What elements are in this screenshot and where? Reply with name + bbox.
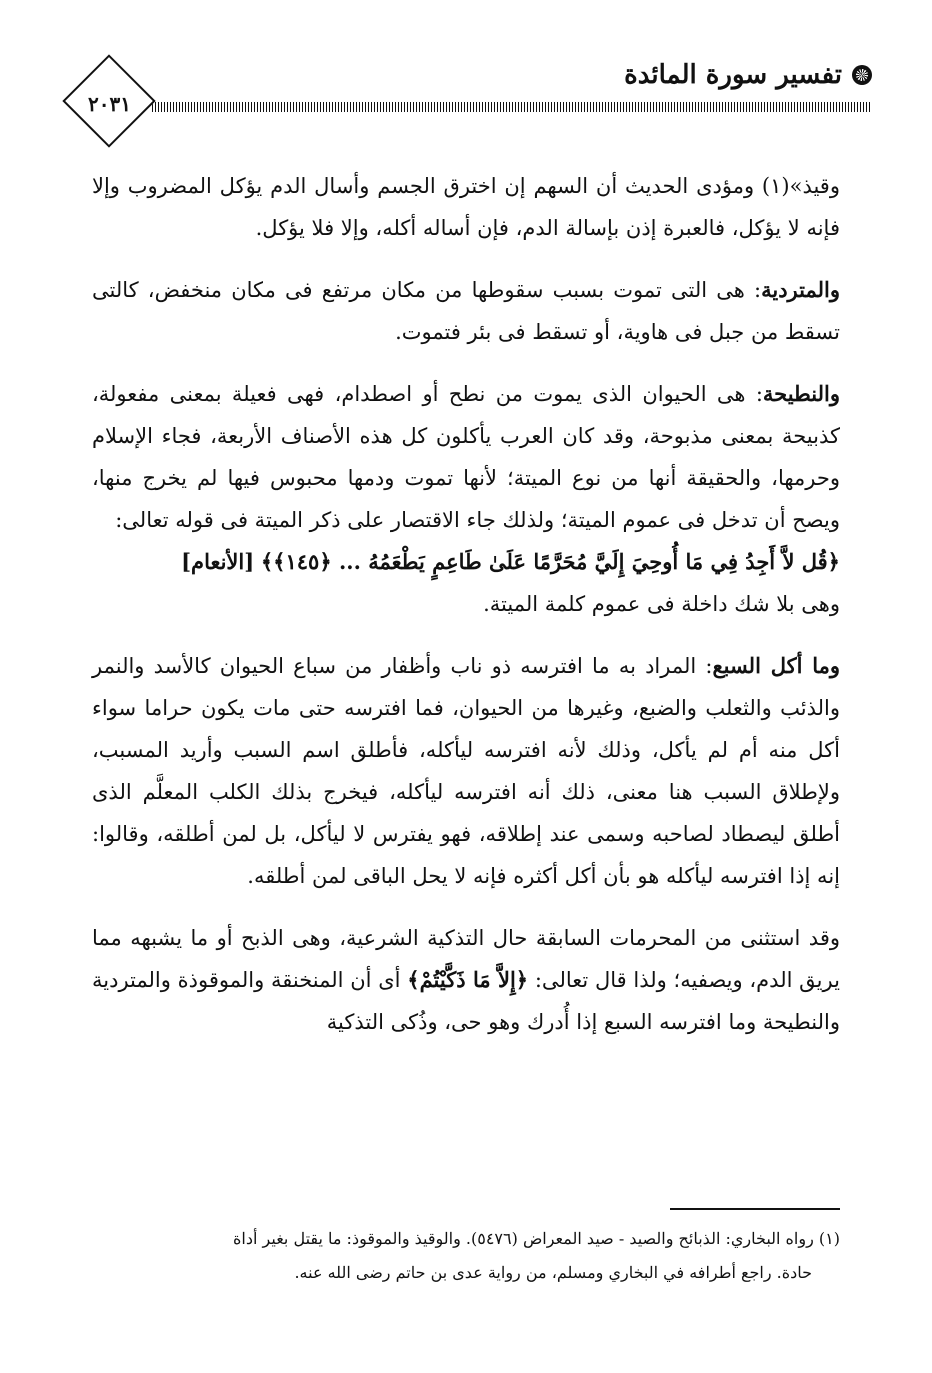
term-sabu: وما أكل السبع bbox=[712, 653, 840, 678]
paragraph-1: وقيذ»(١) ومؤدى الحديث أن السهم إن اخترق الجسم وأسال الدم يؤكل المضروب وإلا فإنه لا يؤكل، فالعبرة إذن بإسالة الدم، فإن أساله أكله، وإلا فلا يؤكل. bbox=[92, 174, 840, 240]
tadhkiya-text-a: وقد استثنى من المحرمات السابقة حال التذكية الشرعية، وهى الذبح أو ما يشبهه مما يريق الدم، ويصفيه؛ ولذا قال تعالى: bbox=[92, 926, 840, 992]
page-number: ٢٠٣١ bbox=[88, 92, 131, 116]
surah-title: تفسير سورة المائدة bbox=[624, 60, 842, 90]
paragraph-natiha bbox=[92, 373, 840, 541]
definition-natiha: : هى الحيوان الذى يموت من نطح أو اصطدام، فهى فعيلة بمعنى مفعولة، كذبيحة بمعنى مذبوحة، وقد كان العرب يأكلون كل هذه الأصناف الأربعة، فجاء الإسلام وحرمها، والحقيقة أنها من نوع الميتة؛ لأنها تموت ودمها محبوس فيها لم يخرج منها، ويصح أن تدخل فى عموم الميتة؛ ولذلك جاء الاقتصار على ذكر الميتة فى قوله تعالى: bbox=[92, 382, 840, 532]
header-rule bbox=[152, 102, 872, 112]
tadhkiya-text-b: أى أن المنخنقة والموقوذة والمتردية والنطيحة وما افترسه السبع إذا أُدرك وهو حى، وذُكى التذكية bbox=[92, 968, 840, 1034]
footnotes bbox=[92, 1222, 840, 1290]
running-title bbox=[624, 60, 872, 90]
footnote-separator bbox=[670, 1208, 840, 1210]
definition-mutaraddiya: : هى التى تموت بسبب سقوطها من مكان مرتفع فى مكان منخفض، كالتى تسقط من جبل فى هاوية، أو تسقط فى بئر فتموت. bbox=[92, 278, 840, 344]
footnote-1-line-1: (١) رواه البخاري: الذبائح والصيد - صيد المعراض (٥٤٧٦). والوقيذ والموقوذ: ما يقتل بغير أداة bbox=[233, 1229, 840, 1248]
quran-verse-2: ﴿إِلاَّ مَا ذَكَّيْتُمْ﴾ bbox=[407, 967, 529, 992]
definition-sabu: : المراد به ما افترسه ذو ناب وأظفار من سباع الحيوان كالأسد والنمر والذئب والثعلب والضبع، وغيرها من الحيوان، فما افترسه حتى مات يكون حراما سواء أكل منه أم لم يأكل، وذلك لأنه افترسه ليأكله، فأطلق اسم السبب وأريد المسبب، ولإطلاق السبب هنا معنى، ذلك أنه افترسه ليأكله، فيخرج بذلك الكلب المعلَّم الذى أطلق ليصطاد لصاحبه وسمى عند إطلاقه، فهو يفترس لا ليأكل، بل لمن أطلقه، وقالوا: إنه إذا افترسه ليأكله هو بأن أكل أكثره فإنه لا يحل الباقى لمن أطلقه. bbox=[92, 654, 840, 888]
term-mutaraddiya: والمتردية bbox=[761, 277, 840, 302]
paragraph-natiha-end: وهى بلا شك داخلة فى عموم كلمة الميتة. bbox=[483, 592, 840, 616]
ornament-icon bbox=[852, 65, 872, 85]
page-number-badge bbox=[62, 64, 157, 159]
paragraph-sabu bbox=[92, 645, 840, 897]
paragraph-mutaraddiya bbox=[92, 269, 840, 353]
verse-reference-1: [الأنعام] bbox=[181, 549, 255, 574]
quran-verse-1: ﴿قُل لاَّ أَجِدُ فِي مَا أُوحِيَ إِلَيَّ مُحَرَّمًا عَلَىٰ طَاعِمٍ يَطْعَمُهُ ... ﴿١٤٥﴾﴾ bbox=[260, 549, 840, 574]
page-header bbox=[62, 52, 872, 162]
verse-line-anam bbox=[92, 541, 840, 583]
main-text bbox=[92, 165, 840, 1043]
term-natiha: والنطيحة bbox=[762, 381, 840, 406]
footnote-1-line-2: حادة. راجع أطرافه في البخاري ومسلم، من رواية عدى بن حاتم رضى الله عنه. bbox=[294, 1263, 812, 1282]
paragraph-tadhkiya bbox=[92, 917, 840, 1043]
